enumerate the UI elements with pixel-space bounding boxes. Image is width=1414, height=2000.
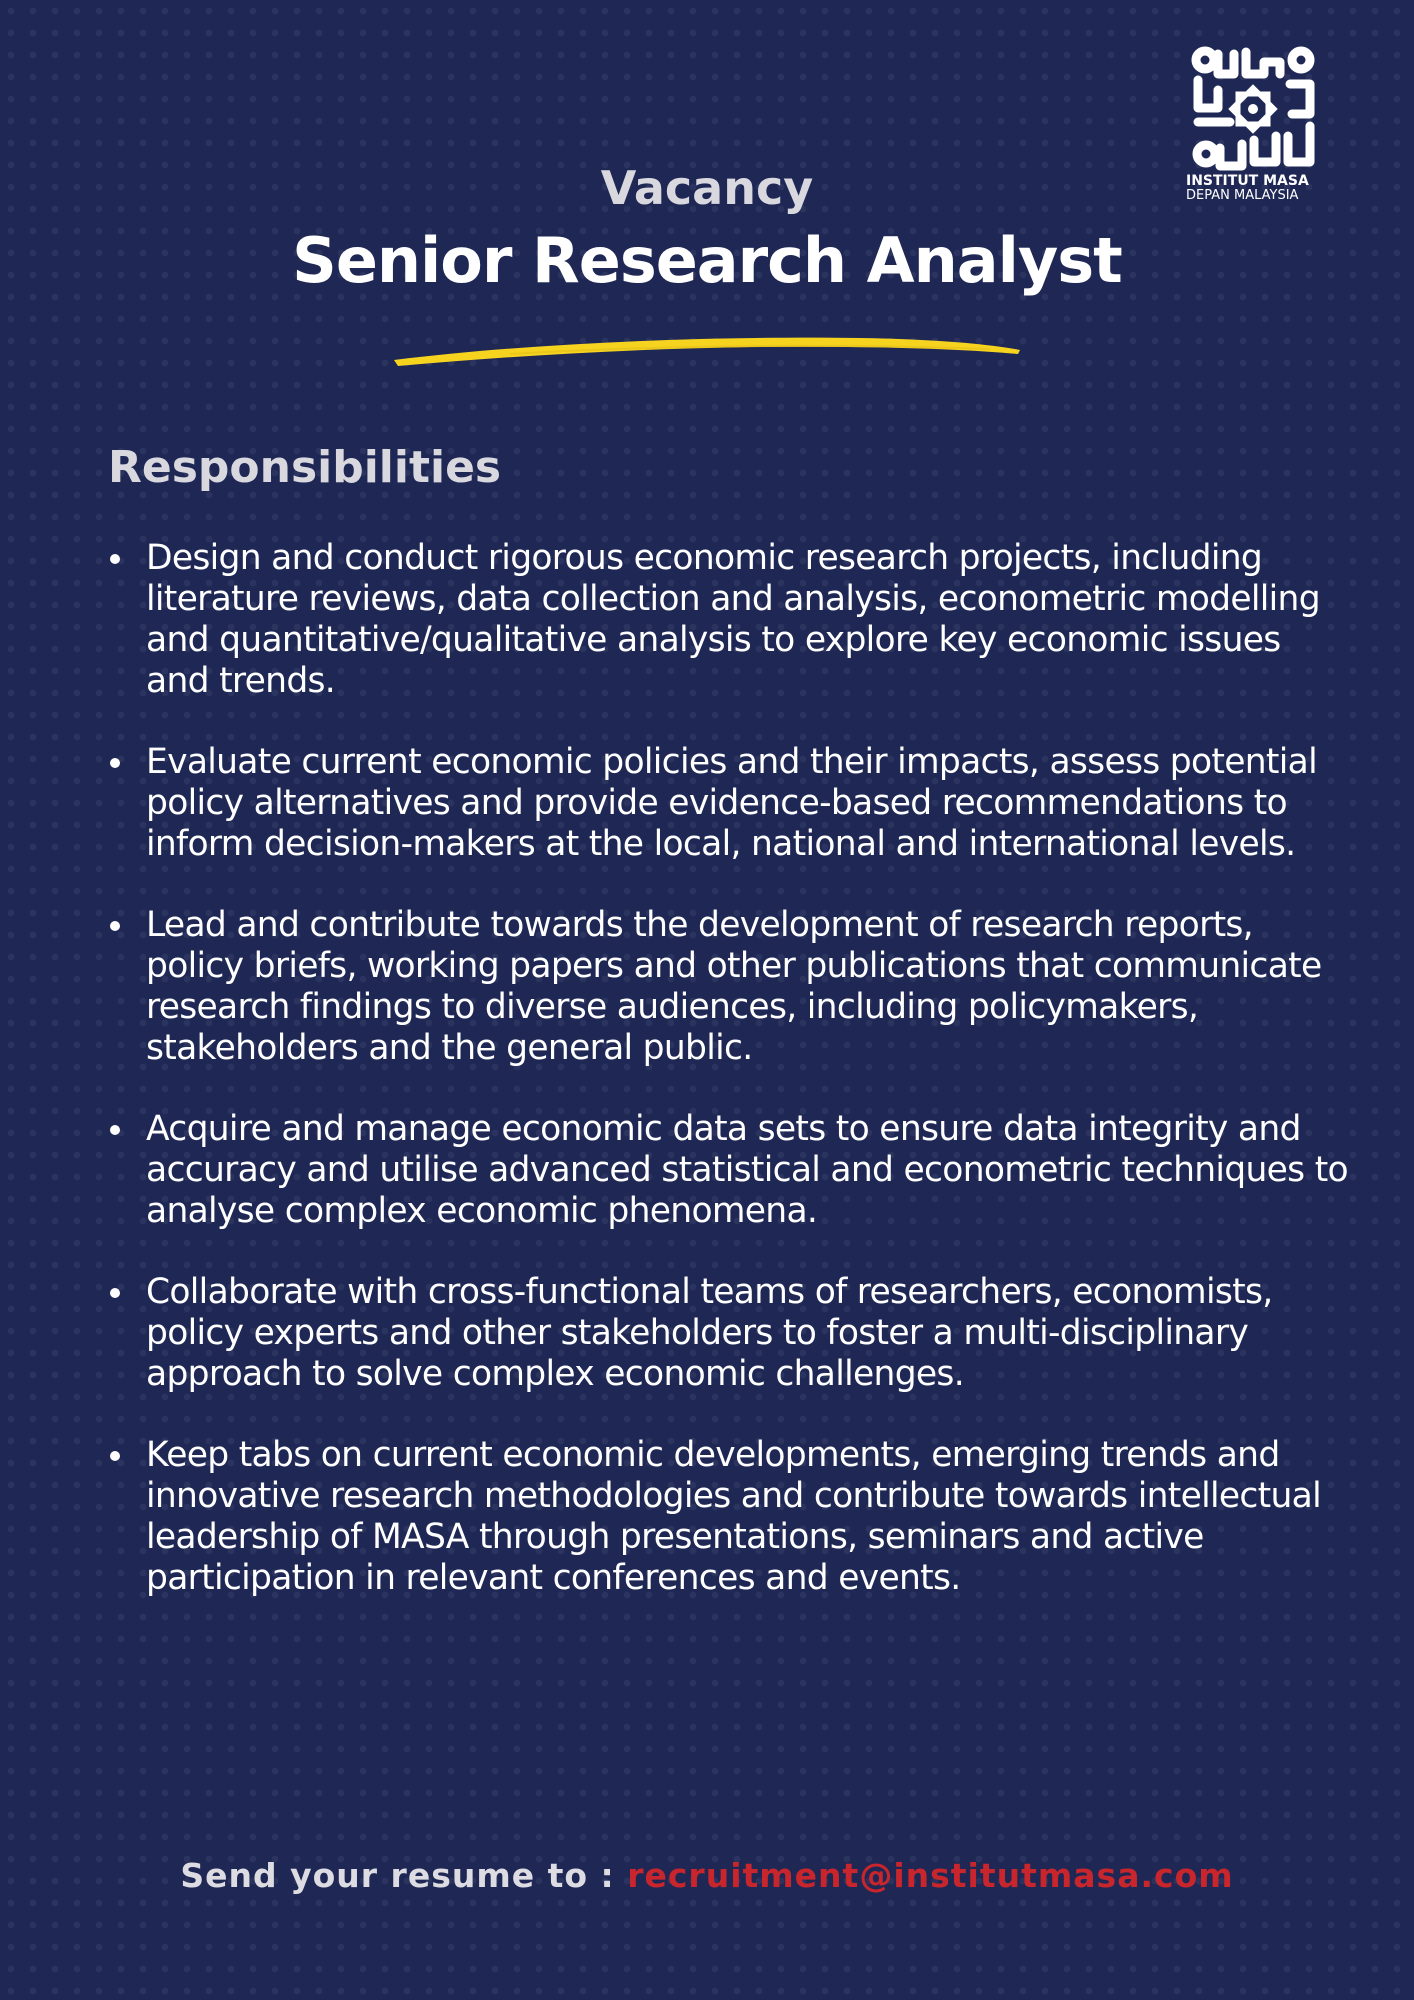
bullet-icon xyxy=(110,921,120,931)
responsibilities-heading: Responsibilities xyxy=(108,442,502,493)
list-item xyxy=(108,905,1348,1069)
responsibility-text: Acquire and manage economic data sets to ensure data integrity and accuracy and utilise advanced statistical and econometric techniques to analyse complex economic phenomena. xyxy=(146,1109,1348,1231)
list-item xyxy=(108,742,1348,865)
responsibility-text: Evaluate current economic policies and their impacts, assess potential policy alternatives and provide evidence-based recommendations to inform decision-makers at the local, national and international levels. xyxy=(146,742,1317,864)
responsibility-text: Collaborate with cross-functional teams of researchers, economists, policy experts and other stakeholders to foster a multi-disciplinary approach to solve complex economic challenges. xyxy=(146,1272,1273,1394)
resume-label: Send your resume to : xyxy=(180,1856,628,1895)
responsibility-text: Lead and contribute towards the development of research reports, policy briefs, working papers and other publications that communicate research findings to diverse audiences, including policymakers, stakeholders and the general public. xyxy=(146,905,1322,1068)
vacancy-kicker: Vacancy xyxy=(600,161,814,215)
list-item xyxy=(108,1272,1348,1395)
logo-subtitle: DEPAN MALAYSIA xyxy=(1186,188,1299,203)
bullet-icon xyxy=(110,1125,120,1135)
job-title: Senior Research Analyst xyxy=(292,224,1122,297)
responsibility-text: Keep tabs on current economic developments, emerging trends and innovative research methodologies and contribute towards intellectual leadership of MASA through presentations, seminars and active participation in relevant conferences and events. xyxy=(146,1435,1322,1598)
bullet-icon xyxy=(110,1288,120,1298)
bullet-icon xyxy=(110,554,120,564)
masa-calligraphy-logo-icon xyxy=(1190,44,1318,174)
list-item xyxy=(108,538,1348,702)
yellow-brush-underline xyxy=(390,322,1024,368)
recruitment-email-link[interactable]: recruitment@institutmasa.com xyxy=(627,1856,1234,1895)
responsibility-text: Design and conduct rigorous economic research projects, including literature reviews, data collection and analysis, econometric modelling and quantitative/qualitative analysis to explore key economic issues and trends. xyxy=(146,538,1320,701)
bullet-icon xyxy=(110,758,120,768)
logo-name: INSTITUT MASA xyxy=(1186,173,1309,189)
list-item xyxy=(108,1109,1348,1232)
bullet-icon xyxy=(110,1451,120,1461)
list-item xyxy=(108,1435,1348,1599)
responsibilities-list xyxy=(108,538,1348,1639)
resume-instruction xyxy=(0,1854,1414,1898)
